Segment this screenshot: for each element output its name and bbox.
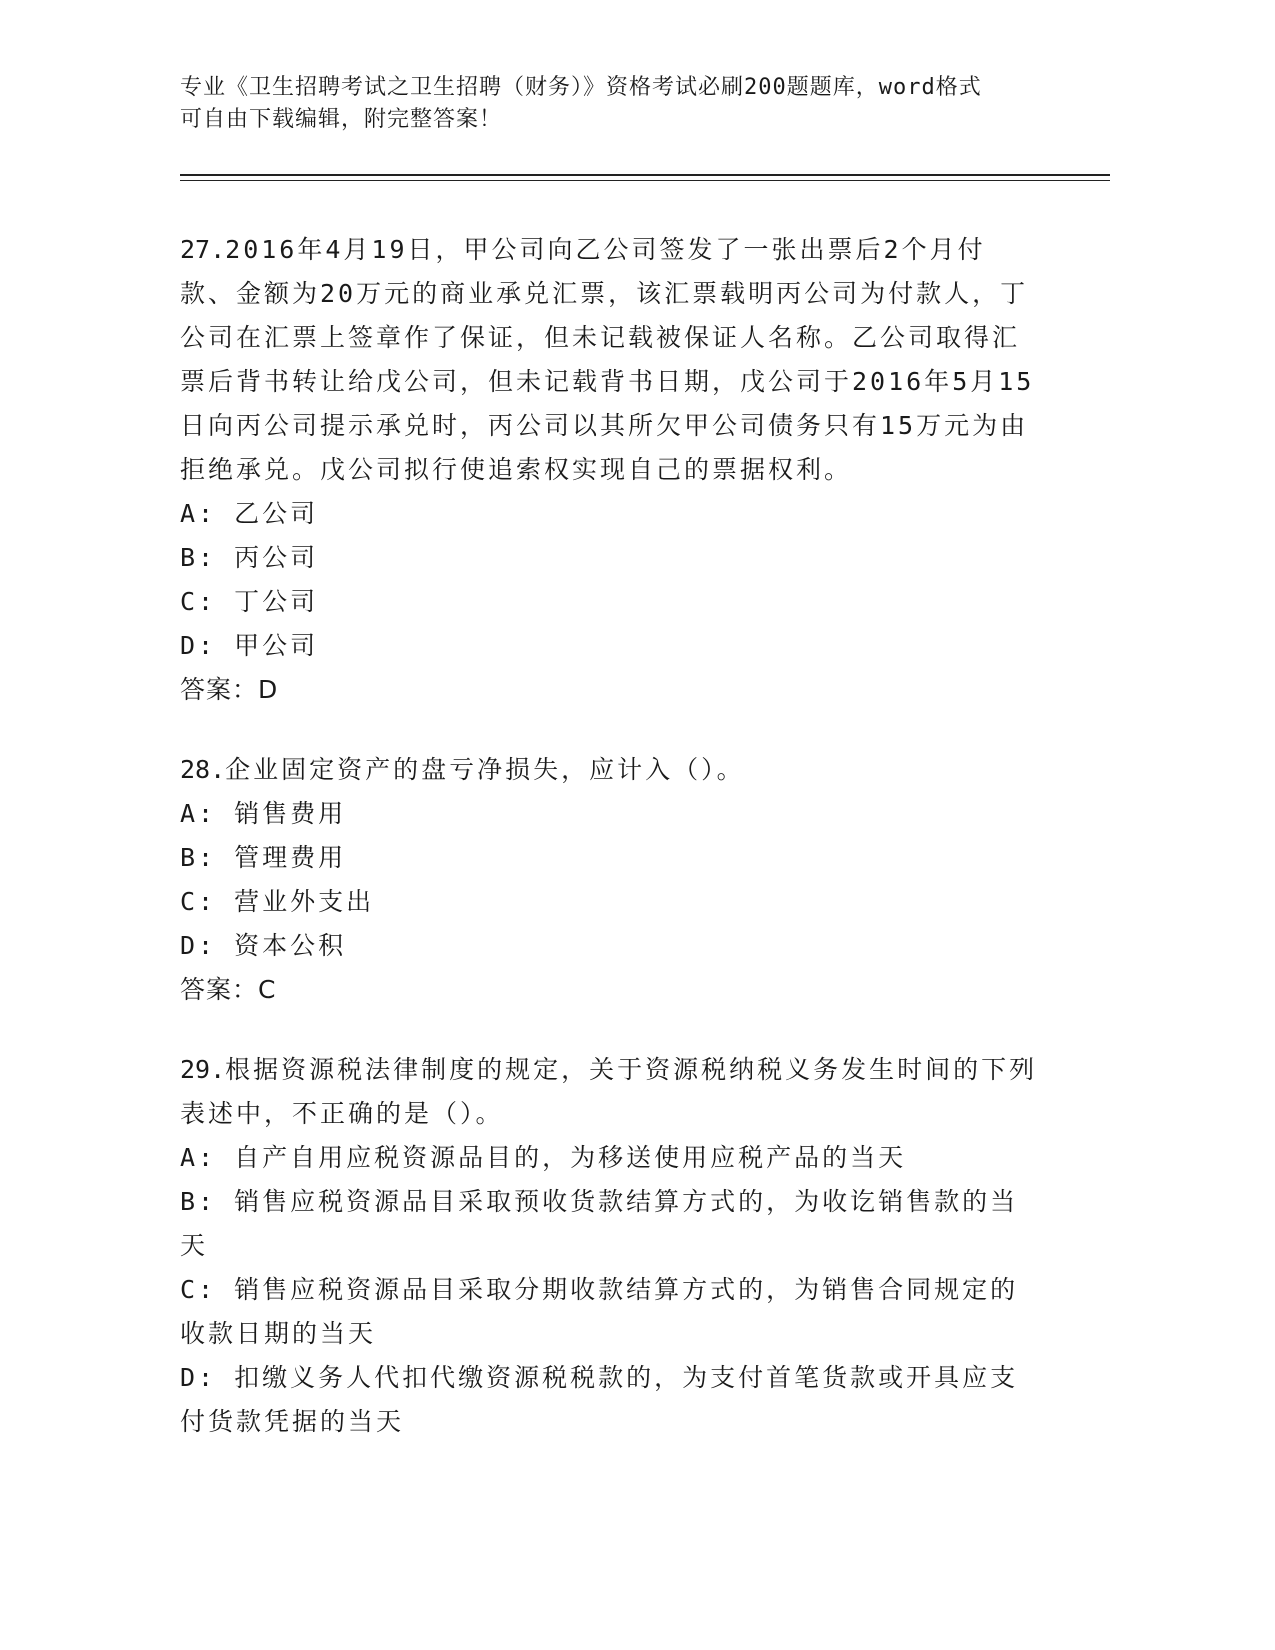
option-label: C: (180, 587, 217, 616)
question-list (180, 228, 1040, 1480)
option-label: D: (180, 931, 217, 960)
header-line-1: 专业《卫生招聘考试之卫生招聘（财务）》资格考试必刷200题题库，word格式 (180, 75, 982, 100)
option-label: C: (180, 887, 217, 916)
option-text: 乙公司 (234, 499, 319, 528)
question-number: 29. (180, 1055, 226, 1084)
option-d (180, 624, 1040, 668)
option-a (180, 1136, 1040, 1180)
option-label: A: (180, 799, 217, 828)
question-stem (180, 228, 1040, 492)
option-label: D: (180, 631, 217, 660)
option-label: A: (180, 499, 217, 528)
header-divider-thick (180, 174, 1110, 176)
option-text: 营业外支出 (234, 887, 375, 916)
option-c (180, 580, 1040, 624)
option-text: 丁公司 (234, 587, 319, 616)
question-number: 27. (180, 235, 226, 264)
option-text: 销售费用 (234, 799, 347, 828)
option-label: D: (180, 1363, 217, 1392)
option-b (180, 1180, 1040, 1268)
option-b (180, 836, 1040, 880)
question-stem (180, 748, 1040, 792)
option-text: 管理费用 (234, 843, 347, 872)
answer-line: 答案：C (180, 975, 277, 1004)
header-line-2: 可自由下载编辑，附完整答案！ (180, 107, 503, 132)
option-d (180, 924, 1040, 968)
option-label: B: (180, 1187, 217, 1216)
option-text: 丙公司 (234, 543, 319, 572)
option-text: 销售应税资源品目采取分期收款结算方式的，为销售合同规定的收款日期的当天 (180, 1275, 1019, 1348)
question-text: 根据资源税法律制度的规定，关于资源税纳税义务发生时间的下列表述中，不正确的是（）。 (180, 1055, 1038, 1128)
option-c (180, 880, 1040, 924)
option-label: A: (180, 1143, 217, 1172)
option-text: 扣缴义务人代扣代缴资源税税款的，为支付首笔货款或开具应支付货款凭据的当天 (180, 1363, 1019, 1436)
question-number: 28. (180, 755, 226, 784)
question-27 (180, 228, 1040, 712)
option-label: B: (180, 843, 217, 872)
option-text: 销售应税资源品目采取预收货款结算方式的，为收讫销售款的当天 (180, 1187, 1019, 1260)
option-d (180, 1356, 1040, 1444)
header-divider-thin (180, 180, 1110, 181)
option-c (180, 1268, 1040, 1356)
answer-line: 答案：D (180, 675, 279, 704)
option-text: 自产自用应税资源品目的，为移送使用应税产品的当天 (234, 1143, 907, 1172)
option-text: 资本公积 (234, 931, 347, 960)
question-28 (180, 748, 1040, 1012)
option-label: B: (180, 543, 217, 572)
option-label: C: (180, 1275, 217, 1304)
option-b (180, 536, 1040, 580)
document-header (180, 72, 1040, 136)
option-a (180, 792, 1040, 836)
question-29 (180, 1048, 1040, 1444)
option-a (180, 492, 1040, 536)
question-stem (180, 1048, 1040, 1136)
question-text: 2016年4月19日，甲公司向乙公司签发了一张出票后2个月付款、金额为20万元的商业承兑汇票，该汇票载明丙公司为付款人，丁公司在汇票上签章作了保证，但未记载被保证人名称。乙公司取得汇票后背书转让给戊公司，但未记载背书日期，戊公司于2016年5月15日向丙公司提示承兑时，丙公司以其所欠甲公司债务只有15万元为由拒绝承兑。戊公司拟行使追索权实现自己的票据权利。 (180, 235, 1035, 484)
option-text: 甲公司 (234, 631, 319, 660)
question-text: 企业固定资产的盘亏净损失，应计入（）。 (225, 755, 745, 784)
